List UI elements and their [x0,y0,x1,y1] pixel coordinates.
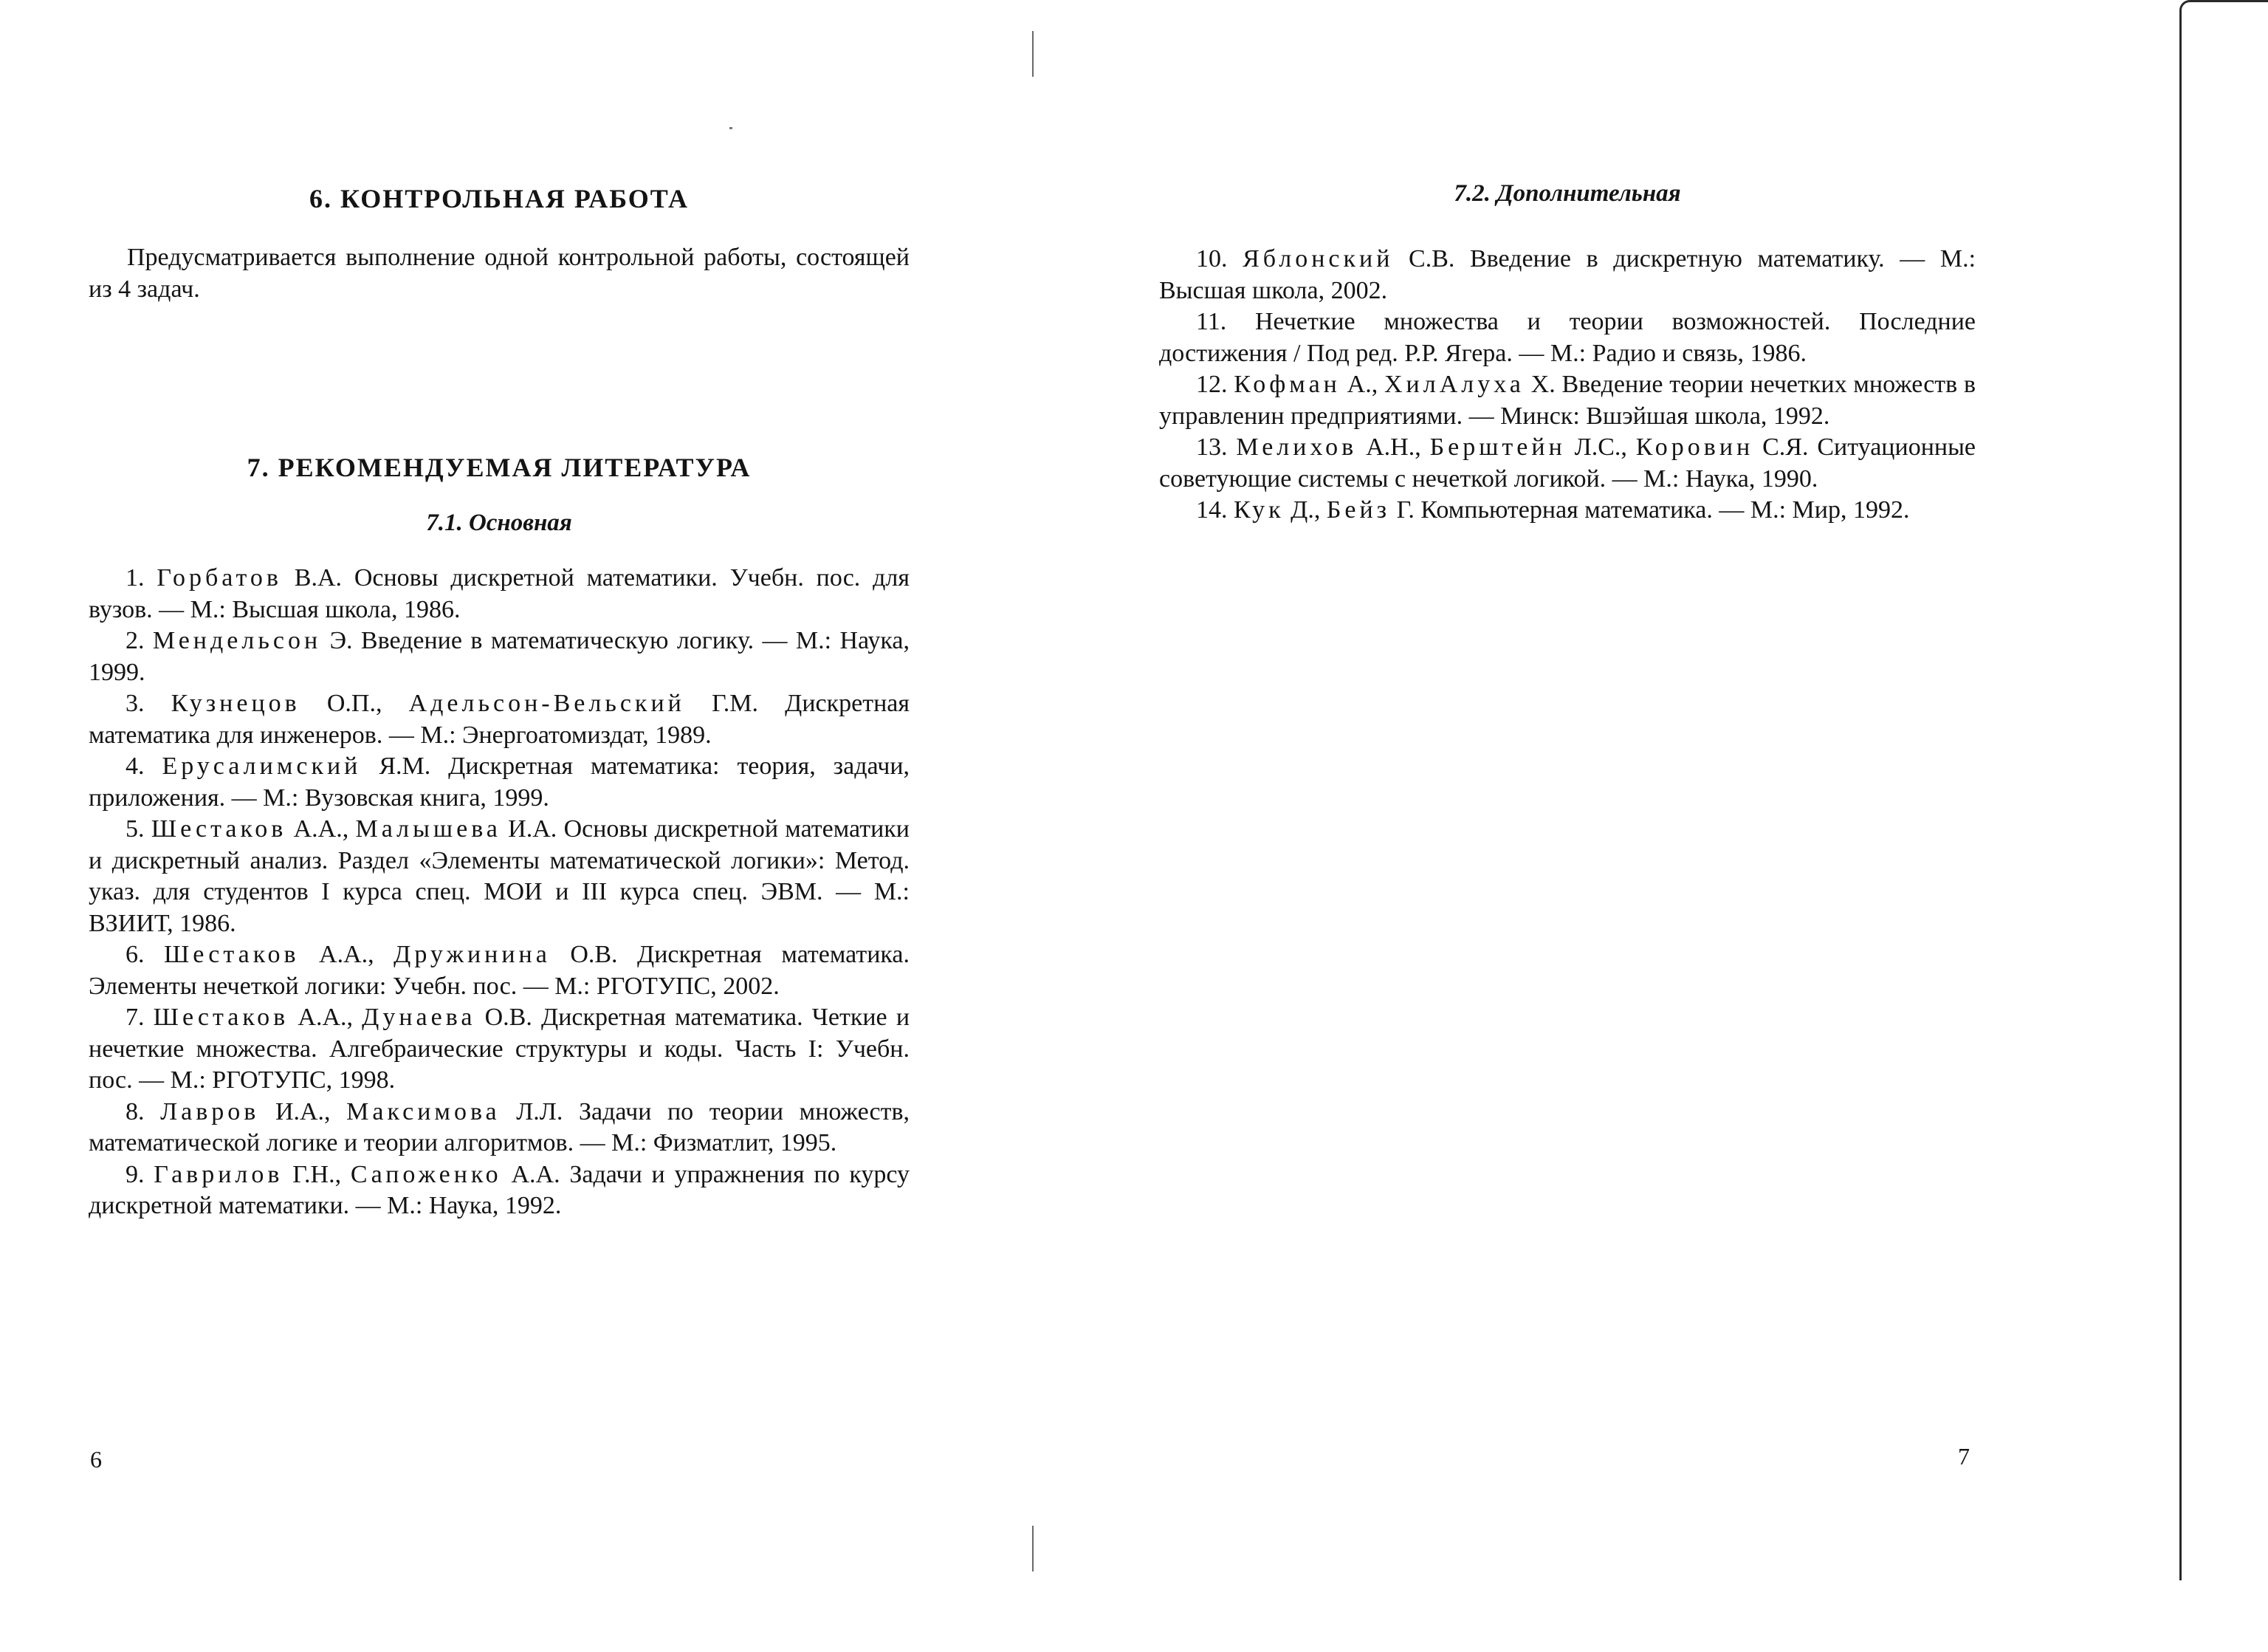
reference-item [89,688,910,751]
reference-text: Г.Н., Сапоженко А.А. Задачи и упражнения по курсу дискретной математики. — М.: Наука, 1992. [89,1160,910,1219]
reference-coauthor: Малышева [355,815,501,843]
reference-author: Шестаков [153,1004,289,1031]
reference-coauthor: Дунаева [362,1004,476,1031]
reference-text: В.А. Основы дискретной математики. Учебн. пос. для вузов. — М.: Высшая школа, 1986. [89,564,910,623]
reference-coauthor: Адельсон-Вельский [408,690,685,717]
reference-author: Мелихов [1236,433,1358,461]
reference-text: Д., Бейз Г. Компьютерная математика. — М.: Мир, 1992. [1291,496,1910,524]
reference-number: 14. [1196,496,1234,524]
reference-item [1159,306,1976,369]
reference-text: С.В. Введение в дискретную математику. — М.: Высшая школа, 2002. [1159,245,1976,304]
reference-coauthor: Сапоженко [350,1160,502,1188]
reference-item [1159,244,1976,306]
section-6-body: Предусматривается выполнение одной контрольной работы, состоящей из 4 задач. [89,244,910,303]
reference-number: 6. [126,941,164,968]
reference-coauthor: Дружинина [394,941,551,968]
reference-author: Кузнецов [171,690,300,717]
reference-author: Мендельсон [152,627,322,654]
reference-item [1159,495,1976,527]
page-number-right: 7 [1958,1443,1970,1470]
reference-text: Нечеткие множества и теории возможностей. Последние достижения / Под ред. Р.Р. Ягера. — М.: Радио и связь, 1986. [1159,308,1976,367]
reference-item [89,626,910,688]
subsection-7-2-heading: 7.2. Дополнительная [1454,180,1681,207]
reference-author: Кук [1234,496,1285,524]
reference-coauthor: Берштейн [1429,433,1566,461]
section-7-heading: 7. РЕКОМЕНДУЕМАЯ ЛИТЕРАТУРА [247,453,752,482]
reference-item [89,1159,910,1222]
reference-author: Ерусалимский [162,753,362,780]
reference-text: А.А., Дружинина О.В. Дискретная математика. Элементы нечеткой логики: Учебн. пос. — М.: РГОТУПС, 2002. [89,941,910,1000]
reference-author: Шестаков [151,815,287,843]
reference-author: Гаврилов [154,1160,284,1188]
reference-text: А.А., Дунаева О.В. Дискретная математика. Четкие и нечеткие множества. Алгебраические структуры и коды. Часть I: Учебн. пос. — М.: РГОТУПС, 1998. [89,1004,910,1094]
scan-page-edge [2179,0,2268,1580]
reference-number: 4. [126,753,162,780]
reference-number: 9. [126,1160,154,1188]
reference-text: А.А., Малышева И.А. Основы дискретной математики и дискретный анализ. Раздел «Элементы математической логики»: Метод. указ. для студентов I курса спец. МОИ и III курса спец. ЭВМ. — М.: ВЗИИТ, 1986. [89,815,910,937]
fold-mark-bottom [1032,1526,1034,1572]
reference-number: 11. [1196,308,1255,335]
main-reference-list [89,563,910,1222]
reference-number: 8. [126,1097,161,1125]
reference-coauthor: Бейз [1326,496,1391,524]
fold-mark-top [1032,31,1034,77]
reference-text: Э. Введение в математическую логику. — М.: Наука, 1999. [89,627,910,686]
reference-author: Горбатов [157,564,282,592]
reference-number: 7. [126,1004,154,1031]
section-6-heading: 6. КОНТРОЛЬНАЯ РАБОТА [309,184,689,213]
reference-item [1159,432,1976,495]
reference-number: 5. [126,815,151,843]
reference-author: Шестаков [164,941,300,968]
reference-text: А., ХилАлуха Х. Введение теории нечетких множеств в управленин предприятиями. — Минск: Вшэйшая школа, 1992. [1159,371,1976,430]
reference-coauthor: Коровин [1635,433,1754,461]
page-number-left: 6 [90,1446,102,1473]
reference-text: А.Н., Берштейн Л.С., Коровин С.Я. Ситуационные советующие системы с нечеткой логикой. — М.: Наука, 1990. [1159,433,1976,493]
reference-text: Я.М. Дискретная математика: теория, задачи, приложения. — М.: Вузовская книга, 1999. [89,753,910,812]
reference-text: И.А., Максимова Л.Л. Задачи по теории множеств, математической логике и теории алгоритмов. — М.: Физматлит, 1995. [89,1097,910,1156]
subsection-7-1-heading: 7.1. Основная [426,510,572,536]
reference-author: Яблонский [1243,245,1394,273]
reference-item [89,1002,910,1097]
additional-reference-list [1159,244,1976,527]
reference-text: О.П., Адельсон-Вельский Г.М. Дискретная математика для инженеров. — М.: Энергоатомиздат, 1989. [89,690,910,749]
reference-item [89,563,910,626]
reference-author: Лавров [160,1097,260,1125]
reference-number: 10. [1196,245,1243,273]
reference-author: Кофман [1234,371,1341,398]
reference-item [89,939,910,1002]
reference-item [89,814,910,939]
reference-number: 2. [126,627,153,654]
reference-number: 13. [1196,433,1237,461]
reference-number: 3. [126,690,171,717]
reference-coauthor: Максимова [346,1097,501,1125]
reference-number: 12. [1196,371,1234,398]
reference-coauthor: ХилАлуха [1384,371,1525,398]
reference-number: 1. [126,564,157,592]
reference-item [89,751,910,814]
scan-dot-mark [729,127,732,129]
reference-item [1159,369,1976,432]
reference-item [89,1097,910,1159]
